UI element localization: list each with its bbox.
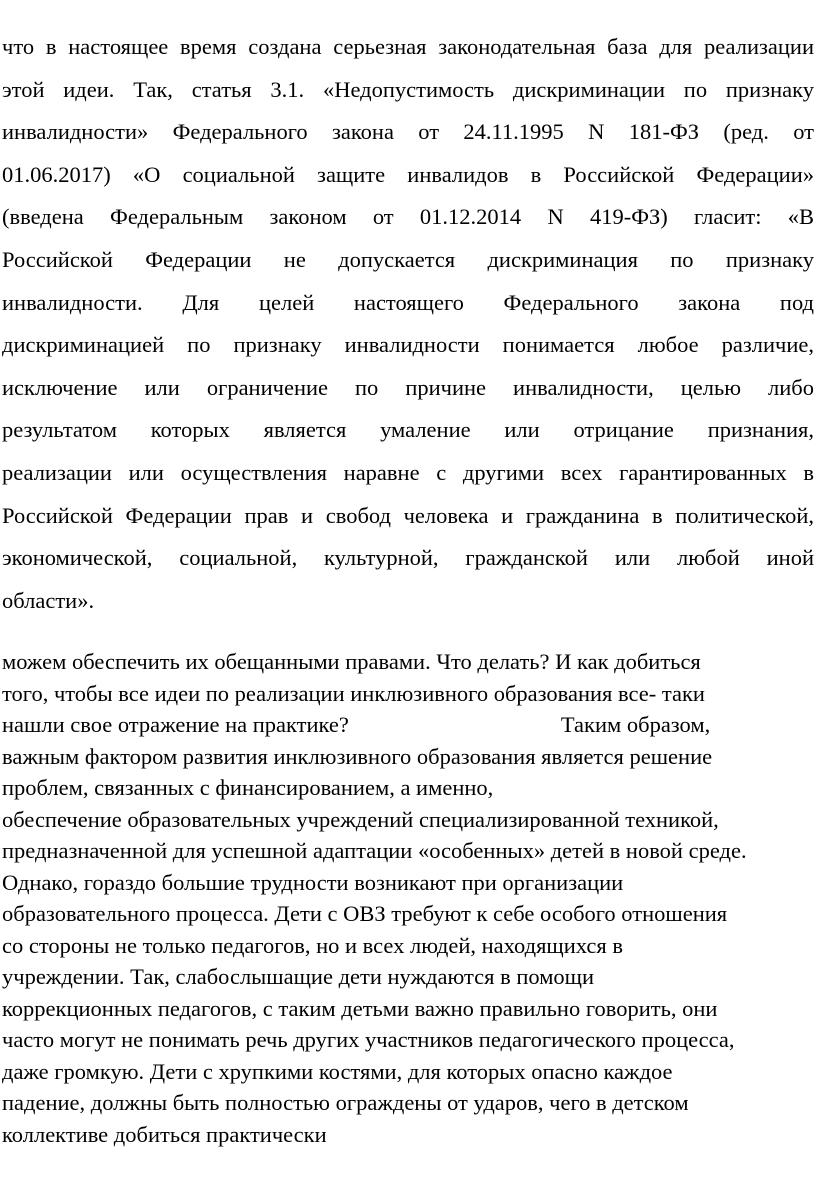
text-line: Однако, гораздо большие трудности возникают при организации xyxy=(2,869,624,895)
text-line: образовательного процесса. Дети с ОВЗ требуют к себе особого отношения xyxy=(2,901,728,926)
text-line xyxy=(2,709,814,741)
text-line: экономической, социальной, культурной, гражданской или любой иной xyxy=(2,545,814,571)
text-line: часто могут не понимать речь других участников педагогического процесса, xyxy=(2,1027,735,1052)
text-line: результатом которых является умаление или отрицание признания, xyxy=(2,417,814,443)
text-line: этой идеи. Так, статья 3.1. «Недопустимость дискриминации по признаку xyxy=(2,76,814,102)
text-line: даже громкую. Дети с хрупкими костями, для которых опасно каждое xyxy=(2,1058,673,1084)
text-line: Российской Федерации не допускается дискриминация по признаку xyxy=(2,246,814,272)
text-line: инвалидности» Федерального закона от 24.11.1995 N 181-ФЗ (ред. от xyxy=(2,119,814,145)
text-fragment: Таким образом, xyxy=(560,712,711,737)
text-line: со стороны не только педагогов, но и всех людей, находящихся в xyxy=(2,932,623,958)
paragraph-law-quote xyxy=(2,0,814,622)
text-line: реализации или осуществления наравне с другими всех гарантированных в xyxy=(2,459,814,485)
text-line: можем обеспечить их обещанными правами. Что делать? И как добиться xyxy=(2,649,701,674)
text-line: дискриминацией по признаку инвалидности понимается любое различие, xyxy=(2,332,814,358)
text-line: инвалидности. Для целей настоящего Федерального закона под xyxy=(2,289,814,315)
text-line: предназначенной для успешной адаптации «особенных» детей в новой среде. xyxy=(2,838,747,863)
text-line: Российской Федерации прав и свобод человека и гражданина в политической, xyxy=(2,502,814,528)
text-line: обеспечение образовательных учреждений специализированной техникой, xyxy=(2,806,719,832)
text-line: того, чтобы все идеи по реализации инклюзивного образования все- таки xyxy=(2,680,705,706)
text-line: коррекционных педагогов, с таким детьми важно правильно говорить, они xyxy=(2,995,718,1021)
text-line: проблем, связанных с финансированием, а именно, xyxy=(2,775,494,800)
text-line: исключение или ограничение по причине инвалидности, целью либо xyxy=(2,374,814,400)
paragraph-inclusive-education xyxy=(2,646,814,1150)
text-line: коллективе добиться практически xyxy=(2,1121,327,1147)
text-line: учреждении. Так, слабослышащие дети нуждаются в помощи xyxy=(2,964,595,989)
text-line: (введена Федеральным законом от 01.12.2014 N 419-ФЗ) гласит: «В xyxy=(2,204,814,230)
text-line: что в настоящее время создана серьезная законодательная база для реализации xyxy=(2,34,814,59)
text-line: 01.06.2017) «О социальной защите инвалидов в Российской Федерации» xyxy=(2,161,814,187)
text-line: важным фактором развития инклюзивного образования является решение xyxy=(2,743,713,769)
text-line: области». xyxy=(2,587,95,613)
text-fragment: нашли свое отражение на практике? xyxy=(2,712,349,737)
text-line: падение, должны быть полностью ограждены от ударов, чего в детском xyxy=(2,1090,689,1115)
